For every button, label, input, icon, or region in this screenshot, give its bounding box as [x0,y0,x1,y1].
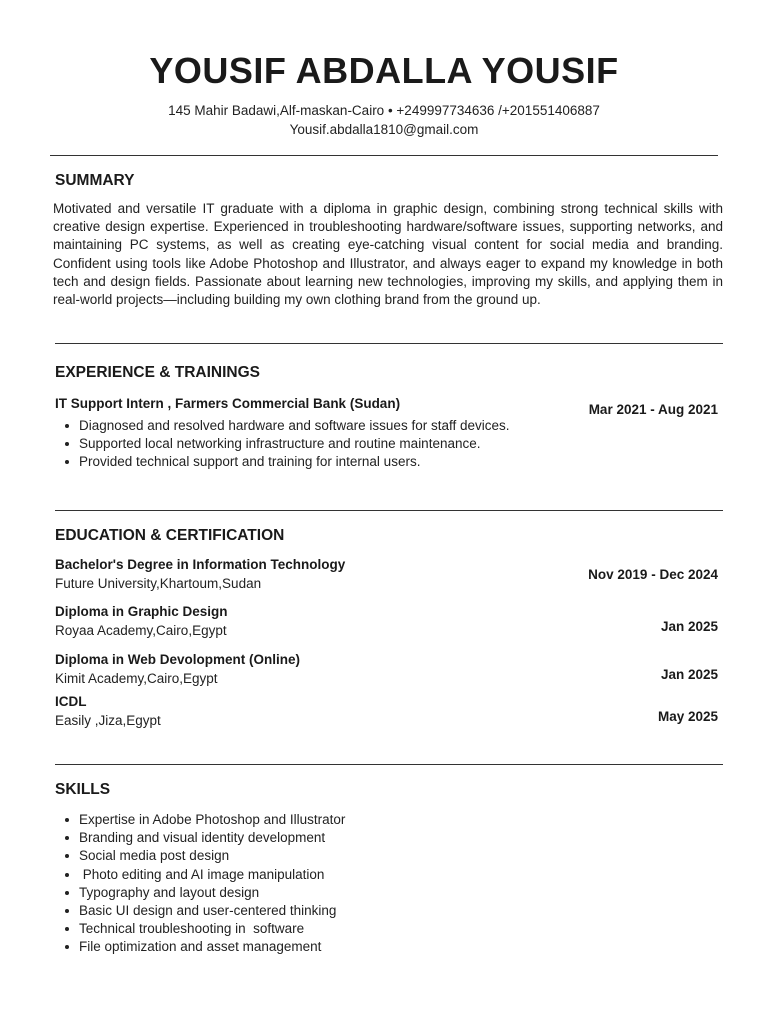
experience-bullet: Supported local networking infrastructure and routine maintenance. [79,435,510,453]
education-degree: Diploma in Graphic Design [55,604,228,619]
education-date: Jan 2025 [660,619,718,634]
education-degree: Diploma in Web Devolopment (Online) [55,652,301,667]
education-date: May 2025 [657,709,718,724]
education-date: Jan 2025 [660,667,718,682]
experience-bullet: Diagnosed and resolved hardware and software issues for staff devices. [79,417,510,435]
summary-heading: SUMMARY [55,172,135,189]
education-divider [55,764,723,765]
education-institution: Kimit Academy,Cairo,Egypt [55,671,218,686]
candidate-name: YOUSIF ABDALLA YOUSIF [149,50,619,91]
skill-item: File optimization and asset management [79,938,345,956]
education-institution: Royaa Academy,Cairo,Egypt [55,623,227,638]
education-heading: EDUCATION & CERTIFICATION [55,527,285,544]
summary-divider [55,343,723,344]
skill-item: Typography and layout design [79,884,345,902]
experience-bullet-list [55,417,510,472]
experience-role: IT Support Intern , Farmers Commercial Bank (Sudan) [55,396,401,411]
summary-text: Motivated and versatile IT graduate with a diploma in graphic design, combining strong technical skills with creative design expertise. Experienced in troubleshooting hardware/software issues, supporting networks, and maintaining PC systems, as well as creating eye-catching visual content for social media and branding. Confident using tools like Adobe Photoshop and Illustrator, and always eager to expand my knowledge in both tech and design fields. Passionate about learning new technologies, improving my skills, and applying them in real-world projects—including building my own clothing brand from the ground up. [53,201,723,308]
education-institution: Future University,Khartoum,Sudan [55,576,262,591]
skill-item: Basic UI design and user-centered thinking [79,902,345,920]
skill-item: Social media post design [79,847,345,865]
skills-bullet-list [55,811,345,957]
skill-item: Technical troubleshooting in software [79,920,345,938]
experience-bullet: Provided technical support and training for internal users. [79,453,510,471]
skill-item: Expertise in Adobe Photoshop and Illustrator [79,811,345,829]
contact-email[interactable]: Yousif.abdalla1810@gmail.com [289,122,479,137]
education-degree: ICDL [55,694,87,709]
experience-divider [55,510,723,511]
experience-heading: EXPERIENCE & TRAININGS [55,364,260,381]
contact-address-phone: 145 Mahir Badawi,Alf-maskan-Cairo • +249997734636 /+201551406887 [168,103,600,118]
skill-item: Branding and visual identity development [79,829,345,847]
skill-item: Photo editing and AI image manipulation [79,866,345,884]
skills-heading: SKILLS [55,781,111,798]
education-degree: Bachelor's Degree in Information Technology [55,557,346,572]
header-divider [50,155,718,156]
experience-date: Mar 2021 - Aug 2021 [588,402,718,417]
education-institution: Easily ,Jiza,Egypt [55,713,161,728]
education-date: Nov 2019 - Dec 2024 [588,567,718,582]
